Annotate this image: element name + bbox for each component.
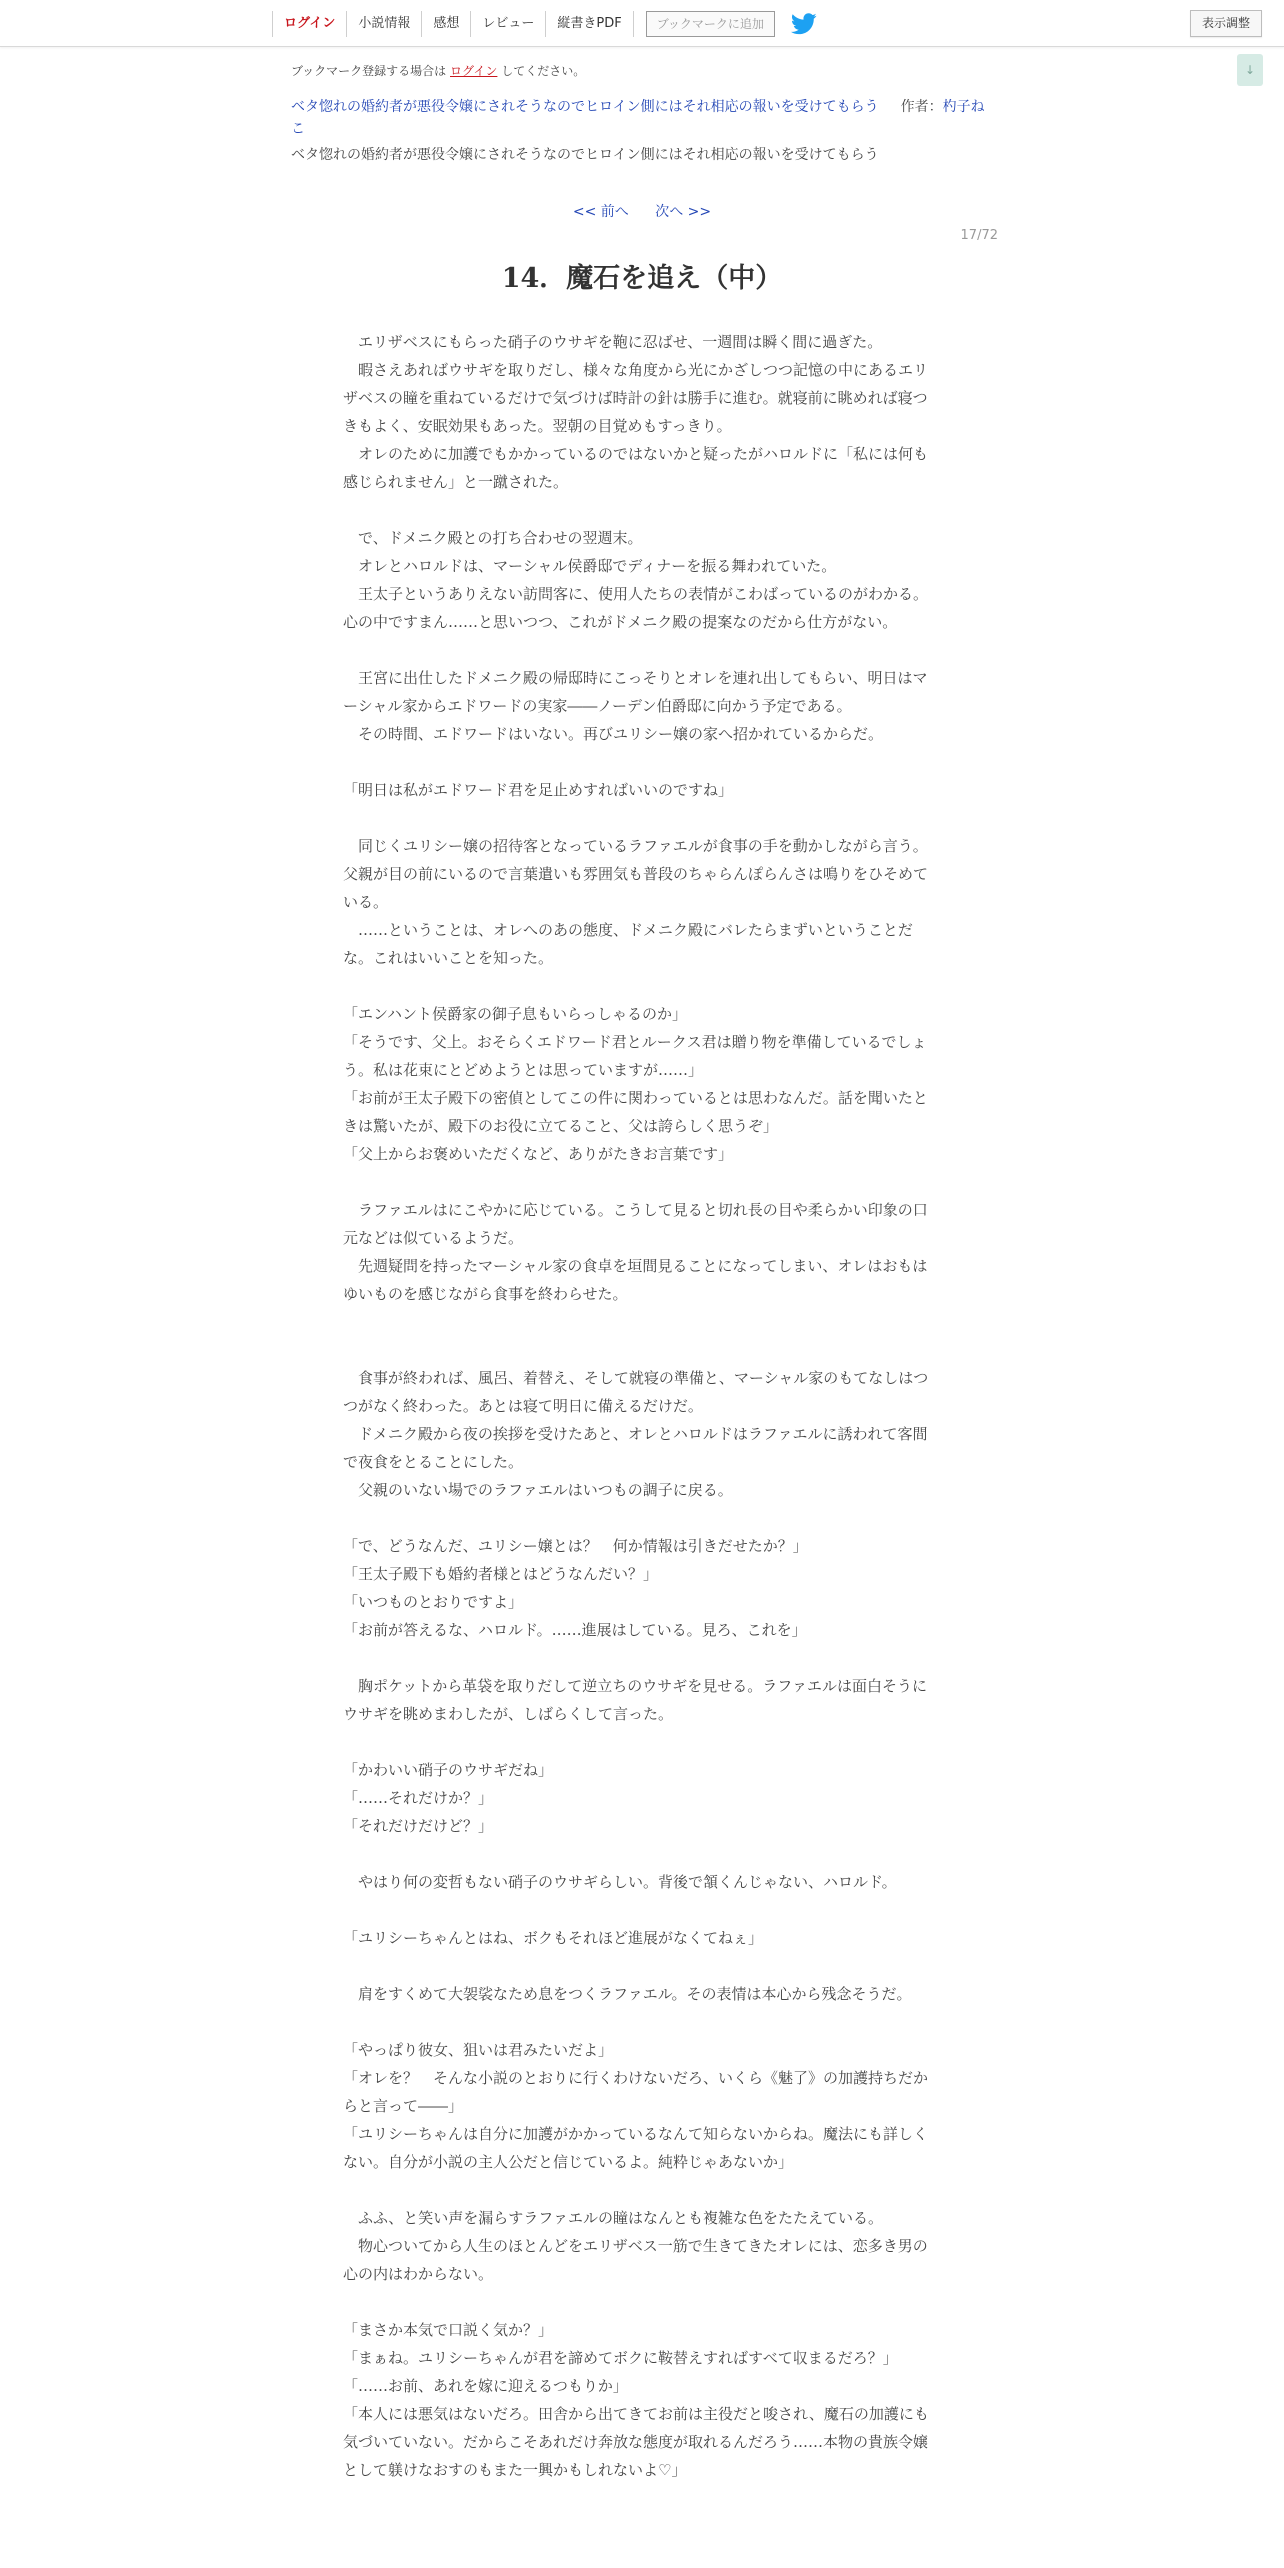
body-line: 「お前が答えるな、ハロルド。……進展はしている。見ろ、これを」 bbox=[343, 1621, 807, 1639]
body-line bbox=[343, 1644, 935, 1672]
nav-impressions[interactable]: 感想 bbox=[421, 11, 470, 37]
body-line: 王宮に出仕したドメニク殿の帰邸時にこっそりとオレを連れ出してもらい、明日はマーシャル家からエドワードの実家――ノーデン伯爵邸に向かう予定である。 bbox=[343, 669, 928, 715]
body-line: 「かわいい硝子のウサギだね」 bbox=[343, 1761, 554, 1779]
notice-login-link[interactable]: ログイン bbox=[450, 64, 498, 78]
body-line: エリザベスにもらった硝子のウサギを鞄に忍ばせ、一週間は瞬く間に過ぎた。 bbox=[343, 333, 883, 351]
body-line: 王太子というありえない訪問客に、使用人たちの表情がこわばっているのがわかる。心の中ですまん……と思いつつ、これがドメニク殿の提案なのだから仕方がない。 bbox=[343, 585, 929, 631]
author-link[interactable]: 杓子ねこ bbox=[291, 99, 985, 137]
body-line: 肩をすくめて大袈裟なため息をつくラファエル。その表情は本心から残念そうだ。 bbox=[343, 1985, 912, 2003]
novel-body-text bbox=[343, 328, 935, 2484]
body-line bbox=[343, 2288, 935, 2316]
body-line: オレとハロルドは、マーシャル侯爵邸でディナーを振る舞われていた。 bbox=[343, 557, 837, 575]
body-line: 食事が終われば、風呂、着替え、そして就寝の準備と、マーシャル家のもてなしはつつがなく終わった。あとは寝て明日に備えるだけだ。 bbox=[343, 1369, 929, 1415]
twitter-bird-icon[interactable] bbox=[791, 13, 817, 35]
add-bookmark-button[interactable]: ブックマークに追加 bbox=[646, 11, 775, 37]
body-line: 「ユリシーちゃんとはね、ボクもそれほど進展がなくてねぇ」 bbox=[343, 1929, 764, 1947]
body-line bbox=[343, 1728, 935, 1756]
body-line: 「本人には悪気はないだろ。田舎から出てきてお前は主役だと唆され、魔石の加護にも気づいていない。だからこそあれだけ奔放な態度が取れるんだろう……本物の貴族令嬢として躾けなおすのもまた一興かもしれないよ♡」 bbox=[343, 2405, 929, 2479]
body-line: 物心ついてから人生のほとんどをエリザベス一筋で生きてきたオレには、恋多き男の心の内はわからない。 bbox=[343, 2237, 928, 2283]
body-line bbox=[343, 1168, 935, 1196]
body-line: 先週疑問を持ったマーシャル家の食卓を垣間見ることになってしまい、オレはおもはゆいものを感じながら食事を終わらせた。 bbox=[343, 1257, 928, 1303]
body-line bbox=[343, 496, 935, 524]
nav-login[interactable]: ログイン bbox=[272, 11, 346, 37]
body-line bbox=[343, 804, 935, 832]
notice-suffix: してください。 bbox=[501, 64, 586, 78]
body-line: 「まぁね。ユリシーちゃんが君を諦めてボクに鞍替えすればすべて収まるだろ？」 bbox=[343, 2349, 898, 2367]
body-line bbox=[343, 1504, 935, 1532]
body-line: 「いつものとおりですよ」 bbox=[343, 1593, 524, 1611]
body-line: 「王太子殿下も婚約者様とはどうなんだい？」 bbox=[343, 1565, 659, 1583]
body-line: で、ドメニク殿との打ち合わせの翌週末。 bbox=[343, 529, 643, 547]
author-label: 作者： bbox=[900, 99, 943, 115]
prev-episode-link[interactable]: << 前へ bbox=[572, 204, 629, 220]
body-line bbox=[343, 1952, 935, 1980]
body-line: ……ということは、オレへのあの態度、ドメニク殿にバレたらまずいということだな。これはいいことを知った。 bbox=[343, 921, 913, 967]
next-episode-link[interactable]: 次へ >> bbox=[655, 204, 712, 220]
body-line: ドメニク殿から夜の挨拶を受けたあと、オレとハロルドはラファエルに誘われて客間で夜食をとることにした。 bbox=[343, 1425, 928, 1471]
body-line: 「やっぱり彼女、狙いは君みたいだよ」 bbox=[343, 2041, 614, 2059]
body-line bbox=[343, 2008, 935, 2036]
body-line: 胸ポケットから革袋を取りだして逆立ちのウサギを見せる。ラファエルは面白そうにウサギを眺めまわしたが、しばらくして言った。 bbox=[343, 1677, 927, 1723]
body-line bbox=[343, 1308, 935, 1336]
body-line: ラファエルはにこやかに応じている。こうして見ると切れ長の目や柔らかい印象の口元などは似ているようだ。 bbox=[343, 1201, 928, 1247]
body-line: 同じくユリシー嬢の招待客となっているラファエルが食事の手を動かしながら言う。父親が目の前にいるので言葉遣いも雰囲気も普段のちゃらんぽらんさは鳴りをひそめている。 bbox=[343, 837, 929, 911]
body-line bbox=[343, 2176, 935, 2204]
body-line: 父親のいない場でのラファエルはいつもの調子に戻る。 bbox=[343, 1481, 733, 1499]
body-line: 「明日は私がエドワード君を足止めすればいいのですね」 bbox=[343, 781, 734, 799]
body-line bbox=[343, 972, 935, 1000]
body-line: 「父上からお褒めいただくなど、ありがたきお言葉です」 bbox=[343, 1145, 734, 1163]
header-nav bbox=[272, 11, 817, 37]
notice-prefix: ブックマーク登録する場合は bbox=[291, 64, 447, 78]
site-header bbox=[0, 0, 1284, 47]
chapter-title: 14．魔石を追え（中） bbox=[501, 263, 783, 294]
body-line bbox=[343, 1336, 935, 1364]
body-line: 「お前が王太子殿下の密偵としてこの件に関わっているとは思わなんだ。話を聞いたときは驚いたが、殿下のお役に立てること、父は誇らしく思うぞ」 bbox=[343, 1089, 928, 1135]
display-settings-button[interactable]: 表示調整 bbox=[1190, 10, 1262, 37]
body-line: 「エンハント侯爵家の御子息もいらっしゃるのか」 bbox=[343, 1005, 687, 1023]
series-title-link[interactable]: ベタ惚れの婚約者が悪役令嬢にされそうなのでヒロイン側にはそれ相応の報いを受けてもらう bbox=[291, 99, 879, 115]
novel-subtitle: ベタ惚れの婚約者が悪役令嬢にされそうなのでヒロイン側にはそれ相応の報いを受けてもらう bbox=[291, 147, 879, 163]
nav-novel-info[interactable]: 小説情報 bbox=[346, 11, 421, 37]
body-line: 「そうです、父上。おそらくエドワード君とルークス君は贈り物を準備しているでしょう。私は花束にとどめようとは思っていますが……」 bbox=[343, 1033, 927, 1079]
series-info bbox=[291, 96, 995, 140]
body-line bbox=[343, 1896, 935, 1924]
bookmark-login-notice bbox=[291, 62, 585, 79]
body-line: 「それだけだけど？」 bbox=[343, 1817, 494, 1835]
body-line bbox=[343, 748, 935, 776]
body-line: 「で、どうなんだ、ユリシー嬢とは？ 何か情報は引きだせたか？」 bbox=[343, 1537, 808, 1555]
episode-pager bbox=[0, 201, 1284, 221]
scroll-down-icon[interactable]: ↓ bbox=[1237, 54, 1263, 86]
body-line bbox=[343, 1840, 935, 1868]
body-line: 「……それだけか？」 bbox=[343, 1789, 494, 1807]
body-line: 暇さえあればウサギを取りだし、様々な角度から光にかざしつつ記憶の中にあるエリザベスの瞳を重ねているだけで気づけば時計の針は勝手に進む。就寝前に眺めれば寝つきもよく、安眠効果もあった。翌朝の目覚めもすっきり。 bbox=[343, 361, 929, 435]
body-line: 「ユリシーちゃんは自分に加護がかかっているなんて知らないからね。魔法にも詳しくない。自分が小説の主人公だと信じているよ。純粋じゃあないか」 bbox=[343, 2125, 929, 2171]
body-line: 「オレを？ そんな小説のとおりに行くわけないだろ、いくら《魅了》の加護持ちだからと言って――」 bbox=[343, 2069, 929, 2115]
body-line bbox=[343, 636, 935, 664]
body-line: その時間、エドワードはいない。再びユリシー嬢の家へ招かれているからだ。 bbox=[343, 725, 884, 743]
nav-review[interactable]: レビュー bbox=[470, 11, 545, 37]
nav-vertical-pdf[interactable]: 縦書きPDF bbox=[545, 11, 633, 37]
body-line: オレのために加護でもかかっているのではないかと疑ったがハロルドに「私には何も感じられません」と一蹴された。 bbox=[343, 445, 929, 491]
episode-count: 17/72 bbox=[960, 228, 998, 243]
body-line: やはり何の変哲もない硝子のウサギらしい。背後で頷くんじゃない、ハロルド。 bbox=[343, 1873, 897, 1891]
body-line: 「……お前、あれを嫁に迎えるつもりか」 bbox=[343, 2377, 628, 2395]
body-line: ふふ、と笑い声を漏らすラファエルの瞳はなんとも複雑な色をたたえている。 bbox=[343, 2209, 884, 2227]
body-line: 「まさか本気で口説く気か？」 bbox=[343, 2321, 554, 2339]
